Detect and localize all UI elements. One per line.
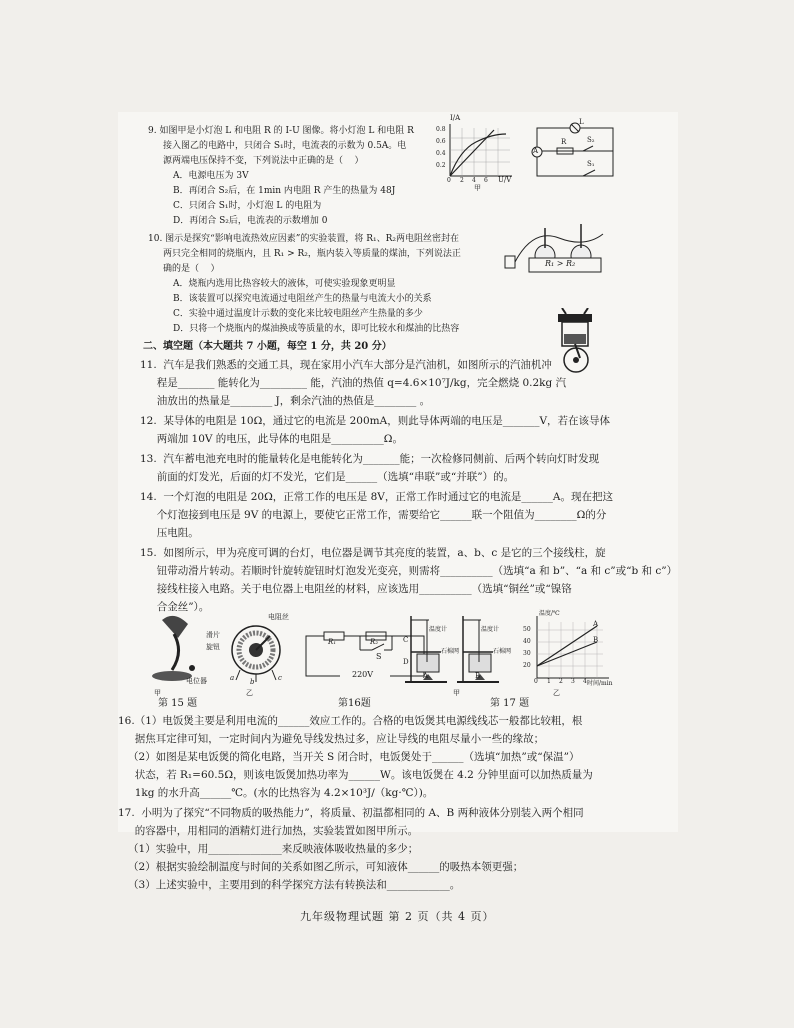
q17-label-d: D — [403, 658, 409, 666]
q9-fig-letter-a: A — [533, 147, 539, 155]
q15-lamp-label: 电位器 — [186, 677, 207, 685]
q9-option-d: D．再闭合 S₂后，电流表的示数增加 0 — [173, 216, 328, 226]
caption-q16: 第16题 — [338, 698, 371, 709]
q17-label-b: B — [475, 672, 481, 680]
q15-label-yi: 乙 — [246, 689, 253, 697]
q17-tick-y-1: 40 — [523, 638, 531, 645]
q14-line-3: 压电阻。 — [140, 527, 199, 539]
q14-line-2: 个灯泡接到电压是 9V 的电源上，要使它正常工作，需要给它______联一个阻值为________Ω的分 — [140, 509, 607, 521]
q17-label-a: A — [423, 672, 429, 680]
q9-fig-letter-s2: S₂ — [587, 136, 595, 144]
q17-tick-x-0: 0 — [534, 678, 538, 685]
q17-label-c: C — [403, 636, 409, 644]
q17-tick-y-2: 30 — [523, 650, 531, 657]
q10-option-c: C．实验中通过温度计示数的变化来比较电阻丝产生热量的多少 — [173, 309, 423, 319]
q17-tick-y-0: 50 — [523, 626, 531, 633]
q15-potentiometer-figure — [206, 613, 296, 697]
q15-line-3: 接线柱接入电路。关于电位器上电阻丝的材料，应该选用__________（选填“铜丝”或“镍铬 — [140, 583, 572, 595]
q9-tick-y-3: 0.2 — [436, 162, 446, 169]
q16-label-voltage: 220V — [352, 670, 374, 679]
q17-graph-series-b: B — [593, 636, 599, 644]
q9-option-a: A．电源电压为 3V — [173, 171, 249, 181]
q17-label-thermometer-1: 温度计 — [429, 626, 448, 633]
caption-q15: 第 15 题 — [158, 698, 198, 709]
q9-stem-2: 接入图乙的电路中，只闭合 S₁时，电流表的示数为 0.5A。电 — [163, 141, 407, 151]
q16-label-s: S — [376, 652, 382, 661]
q9-circuit-figure — [523, 118, 619, 184]
q17-line-2: 的容器中，用相同的酒精灯进行加热，实验装置如图甲所示。 — [118, 825, 419, 837]
q10-stem-2: 两只完全相同的烧瓶内，且 R₁ > R₂，瓶内装入等质量的煤油，下列说法正 — [163, 249, 461, 259]
q9-graph-figure — [436, 114, 516, 192]
q16-label-r1: R₁ — [328, 638, 337, 646]
q11-line-3: 油放出的热量是________ J，剩余汽油的热值是________ 。 — [140, 395, 431, 407]
q16-line-2: 据焦耳定律可知，一定时间内为避免导线发热过多，应让导线的电阻尽量小一些的缘故； — [118, 733, 545, 745]
q9-option-c: C．只闭合 S₁时，小灯泡 L 的电阻为 — [173, 201, 322, 211]
q16-label-r2: R₂ — [370, 638, 379, 646]
q16-line-3: （2）如图是某电饭煲的简化电路，当开关 S 闭合时，电饭煲处于______（选填“加热”或“保温”） — [118, 751, 580, 763]
q13-line-1: 13. 汽车蓄电池充电时的能量转化是电能转化为_______能；一次检修同侧前、后两个转向灯时发现 — [140, 453, 600, 465]
q10-stem-1: 10. 图示是探究“影响电流热效应因素”的实验装置，将 R₁、R₂两电阻丝密封在 — [148, 234, 460, 244]
q17-line-5: （3）上述实验中，主要用到的科学探究方法有转换法和____________。 — [118, 879, 461, 891]
q12-line-2: 两端加 10V 的电压，此导体的电阻是__________Ω。 — [140, 433, 404, 445]
q9-fig-letter-l: L — [579, 118, 584, 126]
q9-tick-x-0: 0 — [447, 177, 451, 184]
q15-pot-terminal-c: c — [278, 674, 282, 682]
q10-option-d: D．只将一个烧瓶内的煤油换成等质量的水，即可比较水和煤油的比热容 — [173, 324, 460, 334]
q9-tick-y-0: 0.8 — [436, 126, 446, 133]
q10-option-a: A．烧瓶内选用比热容较大的液体，可使实验现象更明显 — [173, 279, 396, 289]
q15-lamp-figure — [144, 612, 214, 697]
q17-line-4: （2）根据实验绘制温度与时间的关系如图乙所示，可知液体______的吸热本领更强； — [118, 861, 524, 873]
section-2-header: 二、填空题（本大题共 7 小题，每空 1 分，共 20 分） — [143, 341, 392, 352]
q9-fig-label-jia: 甲 — [474, 184, 481, 192]
q10-fig-text: R₁ > R₂ — [545, 259, 576, 268]
q9-tick-x-1: 2 — [460, 177, 464, 184]
q17-label-thermometer-2: 温度计 — [481, 626, 500, 633]
q10-apparatus-figure — [503, 218, 613, 278]
q17-tick-x-2: 2 — [559, 678, 563, 685]
q15-pot-label-wire: 电阻丝 — [268, 613, 289, 621]
q15-pot-terminal-a: a — [230, 674, 235, 682]
q9-tick-x-2: 4 — [472, 177, 476, 184]
q17-graph-series-a: A — [593, 620, 599, 628]
q15-pot-label-knob: 旋钮 — [206, 643, 220, 651]
q9-axis-y: I/A — [450, 114, 461, 122]
q15-label-jia: 甲 — [154, 689, 161, 697]
page-footer: 九年级物理试题 第 2 页（共 4 页） — [300, 910, 495, 923]
q17-tick-y-3: 20 — [523, 662, 531, 669]
q9-option-b: B．再闭合 S₂后，在 1min 内电阻 R 产生的热量为 48J — [173, 186, 396, 196]
q15-pot-label-slider: 滑片 — [206, 631, 220, 639]
q17-apparatus-figure — [403, 612, 513, 697]
q17-tick-x-1: 1 — [547, 678, 551, 685]
q10-option-b: B．该装置可以探究电流通过电阻丝产生的热量与电流大小的关系 — [173, 294, 432, 304]
q11-line-1: 11. 汽车是我们熟悉的交通工具，现在家用小汽车大部分是汽油机，如图所示的汽油机冲 — [140, 359, 552, 371]
q10-stem-3: 确的是（ ） — [163, 264, 220, 274]
q13-line-2: 前面的灯发光，后面的灯不发光，它们是______（选填“串联”或“并联”）的。 — [140, 471, 515, 483]
q17-label-mesh-1: 石棉网 — [441, 648, 460, 655]
q17-tick-x-4: 4 — [583, 678, 587, 685]
q9-tick-y-1: 0.6 — [436, 138, 446, 145]
q9-fig-letter-s1: S₁ — [587, 160, 595, 168]
q9-stem-1: 9. 如图甲是小灯泡 L 和电阻 R 的 I-U 图像。将小灯泡 L 和电阻 R — [148, 126, 414, 136]
q11-engine-figure — [546, 308, 606, 376]
q17-graph-x-label: 时间/min — [587, 680, 613, 687]
q17-graph-figure — [523, 610, 613, 697]
q9-axis-x: U/V — [498, 176, 512, 184]
q15-line-1: 15. 如图所示，甲为亮度可调的台灯，电位器是调节其亮度的装置，a、b、c 是它的三个接线柱，旋 — [140, 547, 606, 559]
q17-tick-x-3: 3 — [571, 678, 575, 685]
q11-line-2: 程是_______ 能转化为_________ 能，汽油的热值 q=4.6×10⁷J/kg，完全燃烧 0.2kg 汽 — [140, 377, 567, 389]
q17-label-mesh-2: 石棉网 — [493, 648, 512, 655]
q17-label-jia: 甲 — [453, 689, 460, 697]
q17-line-3: （1）实验中，用______________来反映液体吸收热量的多少； — [118, 843, 419, 855]
q12-line-1: 12. 某导体的电阻是 10Ω，通过它的电流是 200mA，则此导体两端的电压是_______V，若在该导体 — [140, 415, 611, 427]
q17-line-1: 17. 小明为了探究“不同物质的吸热能力”，将质量、初温都相同的 A、B 两种液体分别装入两个相同 — [118, 807, 584, 819]
q9-tick-y-2: 0.4 — [436, 150, 446, 157]
q9-tick-x-3: 6 — [484, 177, 488, 184]
q15-line-4: 合金丝”）。 — [140, 601, 210, 613]
q17-graph-y-label: 温度/℃ — [539, 610, 560, 617]
q16-line-5: 1kg 的水升高______℃。(水的比热容为 4.2×10³J/（kg·℃）)。 — [118, 787, 434, 799]
q15-pot-terminal-b: b — [250, 678, 255, 686]
q14-line-1: 14. 一个灯泡的电阻是 20Ω，正常工作的电压是 8V，正常工作时通过它的电流是______A。现在把这 — [140, 491, 613, 503]
q9-fig-letter-r: R — [561, 138, 567, 146]
q16-line-1: 16.（1）电饭煲主要是利用电流的______效应工作的。合格的电饭煲其电源线线芯一般都比较粗，根 — [118, 715, 583, 727]
caption-q17: 第 17 题 — [490, 698, 530, 709]
q15-line-2: 钮带动滑片转动。若顺时针旋转旋钮时灯泡发光变亮，则需将__________（选填“a 和 b”、“a 和 c”或“b 和 c”） — [140, 565, 678, 577]
exam-sheet — [118, 112, 678, 837]
q16-line-4: 状态，若 R₁=60.5Ω，则该电饭煲加热功率为______W。该电饭煲在 4.2 分钟里面可以加热质量为 — [118, 769, 593, 781]
q9-stem-3: 源两端电压保持不变，下列说法中正确的是（ ） — [163, 156, 364, 166]
q17-label-yi: 乙 — [553, 689, 560, 697]
